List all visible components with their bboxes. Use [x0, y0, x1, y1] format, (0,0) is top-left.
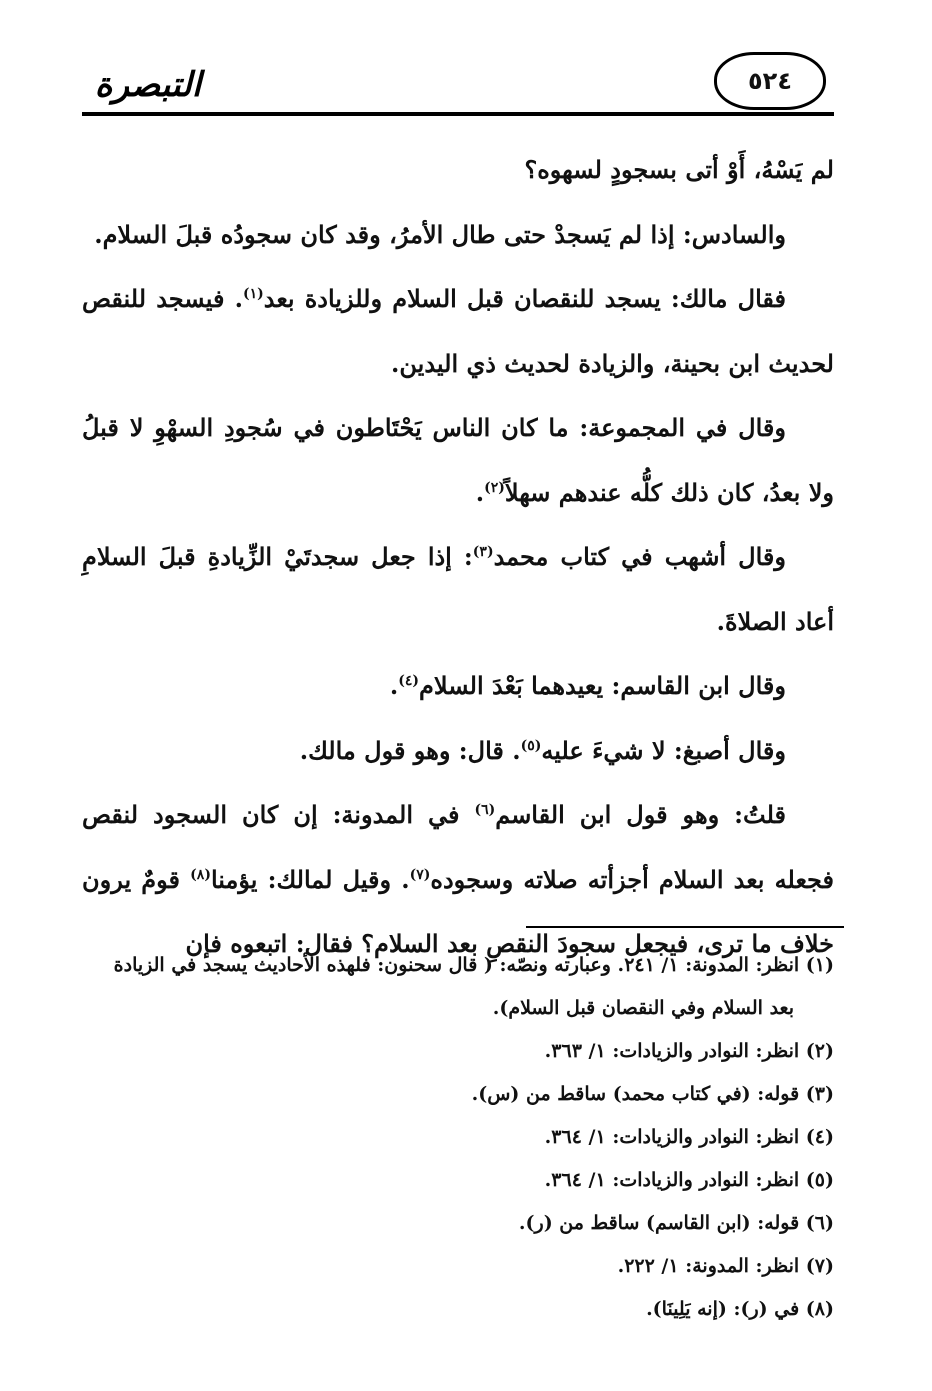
footnote-ref-4[interactable]: (٤)	[398, 673, 420, 689]
footnote-5: (٥) انظر: النوادر والزيادات: ١/ ٣٦٤.	[544, 1169, 834, 1191]
paragraph-text: : إذا جعل سجدتَيْ الزِّيادةِ قبلَ السلامِ أعاد الصلاةَ.	[82, 542, 834, 636]
header-rule	[82, 112, 834, 116]
page-number-badge: ٥٢٤	[714, 52, 826, 110]
page-header	[82, 46, 834, 126]
footnote-ref-8[interactable]: (٨)	[190, 866, 211, 883]
footnote-ref-5[interactable]: (٥)	[520, 737, 542, 754]
paragraph-text: وقال أشهب في كتاب محمد	[493, 542, 786, 571]
paragraph-text: . وقيل لمالك: يؤمنا	[210, 864, 410, 894]
text-line-1: لم يَسْهُ، أَوْ أتى بسجودٍ لسهوه؟	[524, 155, 834, 184]
footnotes	[82, 944, 834, 1331]
footnote-separator	[526, 926, 844, 928]
paragraph-malik	[82, 267, 834, 396]
footnote-1-continued: بعد السلام وفي النقصان قبل السلام).	[492, 997, 794, 1019]
paragraph-text: في المدونة: إن كان السجود لنقص فجعله بعد السلام أجزأته صلاته وسجوده	[82, 800, 834, 894]
paragraph-ibn-qasim	[82, 654, 834, 719]
footnote-ref-1[interactable]: (١)	[242, 286, 264, 302]
paragraph-text: قومٌ يرون خلاف ما ترى، فيجعل سجودَ النقصِ بعد السلام؟ فقال: اتبعوه فإن	[82, 864, 834, 958]
paragraph-text: وقال ابن القاسم: يعيدهما بَعْدَ السلام	[419, 671, 786, 700]
paragraph-text: وقال في المجموعة: ما كان الناس يَحْتَاطون في سُجودِ السهْوِ لا قبلُ ولا بعدُ، كان ذلك كلُّه عندهم سهلاً	[82, 413, 834, 507]
paragraph-text: إذا لم يَسجدْ حتى طال الأمرُ، وقد كان سجودُه قبلَ السلام.	[94, 219, 683, 249]
paragraph-text: . فيسجد للنقص لحديث ابن بحينة، والزيادة لحديث ذي اليدين.	[82, 284, 834, 378]
footnote-8: (٨) في (ر): (إنه يَلِينَا).	[646, 1298, 834, 1320]
paragraph-text: . قال: وهو قول مالك.	[299, 735, 521, 765]
paragraph-text: .	[389, 671, 399, 700]
footnote-3: (٣) قوله: (في كتاب محمد) ساقط من (س).	[471, 1083, 834, 1105]
footnote-ref-2[interactable]: (٢)	[484, 479, 505, 496]
paragraph-text: وقال أصبغ: لا شيءَ عليه	[541, 735, 786, 765]
paragraph-text: فقال مالك: يسجد للنقصان قبل السلام وللزيادة بعد	[263, 284, 786, 313]
footnote-ref-3[interactable]: (٣)	[472, 544, 494, 560]
footnote-4: (٤) انظر: النوادر والزيادات: ١/ ٣٦٤.	[544, 1126, 834, 1148]
footnote-6: (٦) قوله: (ابن القاسم) ساقط من (ر).	[518, 1212, 834, 1234]
footnote-2: (٢) انظر: النوادر والزيادات: ١/ ٣٦٣.	[544, 1040, 834, 1062]
book-title-logo: التبصرة	[94, 65, 202, 105]
footnote-1: (١) انظر: المدونة: ١/ ٢٤١. وعبارته ونصّه: ( قال سحنون: فلهذه الأحاديث يسجد في الزيادة	[113, 954, 834, 976]
paragraph-text: .	[475, 477, 485, 507]
footnote-ref-6[interactable]: (٦)	[474, 802, 496, 818]
paragraph-majmua	[82, 396, 834, 525]
paragraph-ashhab	[82, 525, 834, 654]
main-text	[82, 138, 834, 977]
paragraph-asbagh	[82, 719, 834, 784]
footnote-7: (٧) انظر: المدونة: ١/ ٢٢٢.	[617, 1255, 834, 1277]
footnote-ref-7[interactable]: (٧)	[409, 866, 431, 883]
paragraph-sixth	[82, 203, 834, 268]
paragraph-text: قلتُ: وهو قول ابن القاسم	[495, 800, 787, 829]
paragraph-lead: والسادس:	[682, 219, 786, 249]
